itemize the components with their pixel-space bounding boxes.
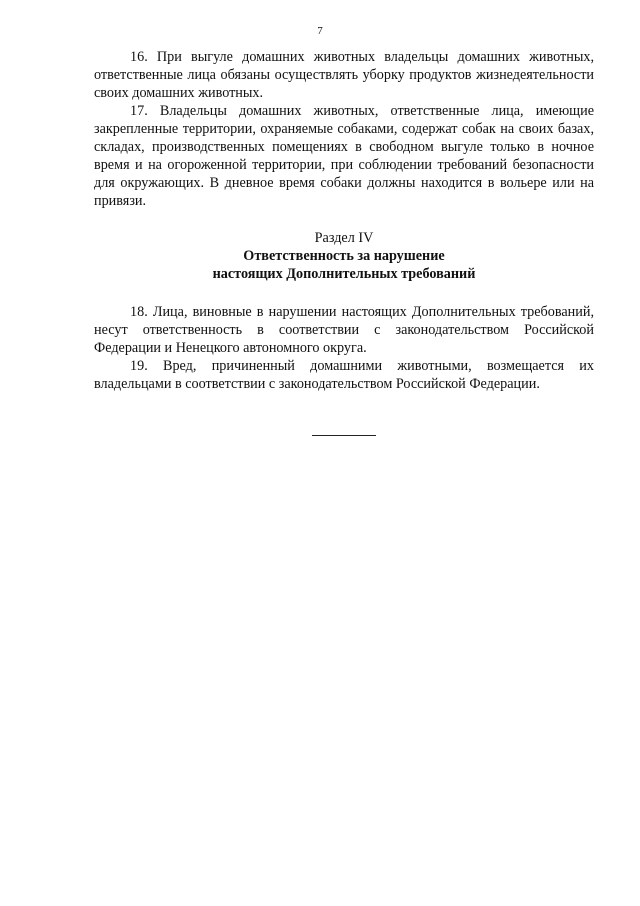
end-divider-line xyxy=(312,435,376,436)
paragraph-17: 17. Владельцы домашних животных, ответственные лица, имеющие закрепленные территории, охраняемые собаками, содержат собак на своих базах, складах, производственных помещениях в свободном выгуле только в ночное время и на огороженной территории, при соблюдении требований безопасности для окружающих. В дневное время собаки должны находится в вольере или на привязи. xyxy=(94,103,594,209)
document-body xyxy=(94,48,594,393)
paragraph-18: 18. Лица, виновные в нарушении настоящих Дополнительных требований, несут ответственность в соответствии с законодательством Российской Федерации и Ненецкого автономного округа. xyxy=(94,304,594,356)
paragraph-19: 19. Вред, причиненный домашними животными, возмещается их владельцами в соответствии с законодательством Российской Федерации. xyxy=(94,358,594,392)
section-label: Раздел IV xyxy=(314,230,374,246)
page-number: 7 xyxy=(317,25,323,37)
section-title-line-2: настоящих Дополнительных требований xyxy=(212,266,476,282)
section-header xyxy=(94,229,594,283)
paragraph-16: 16. При выгуле домашних животных владельцы домашних животных, ответственные лица обязаны осуществлять уборку продуктов жизнедеятельности своих домашних животных. xyxy=(94,49,594,101)
section-title-line-1: Ответственность за нарушение xyxy=(243,248,445,264)
